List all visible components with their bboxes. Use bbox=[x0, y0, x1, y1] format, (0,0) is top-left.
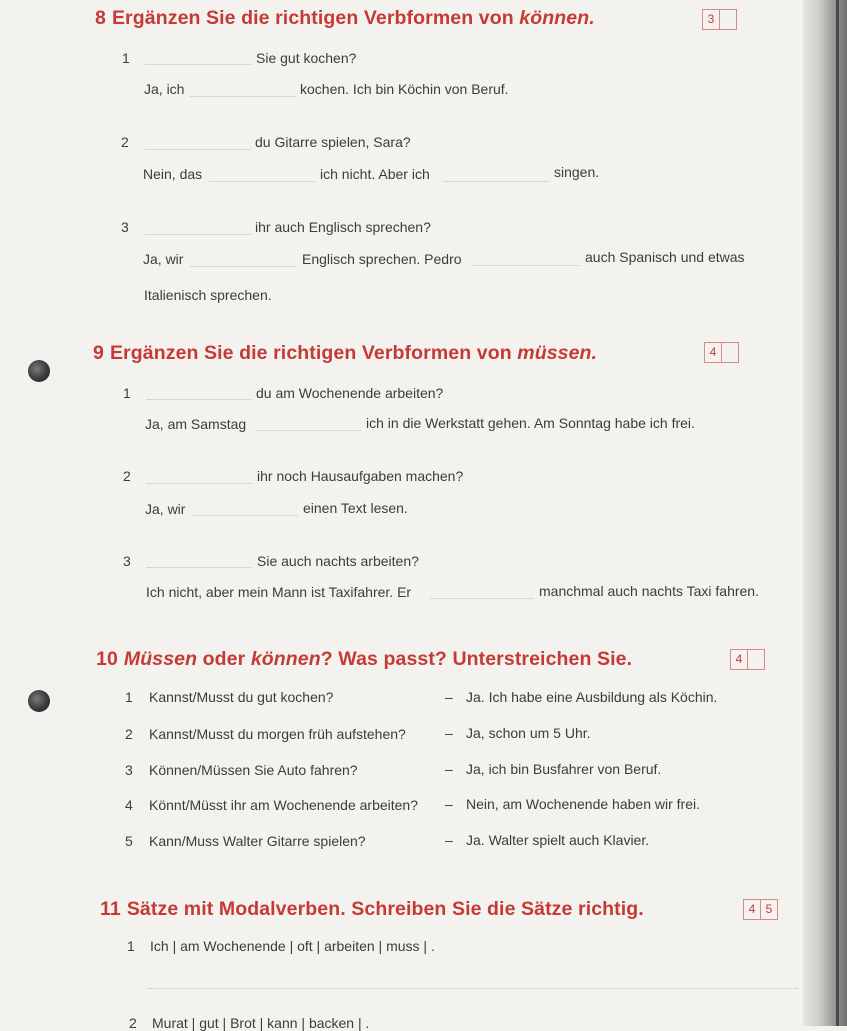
answer-prefix: Ja, ich bbox=[144, 81, 185, 97]
answer-text: Ja, ich bin Busfahrer von Beruf. bbox=[466, 761, 662, 777]
exercise-10-number: 10 bbox=[96, 648, 118, 670]
item-number: 3 bbox=[125, 762, 133, 778]
answer-blank[interactable] bbox=[209, 181, 315, 182]
exercise-11-score-box bbox=[743, 899, 778, 920]
exercise-11-heading bbox=[100, 898, 644, 921]
item-number: 2 bbox=[129, 1015, 137, 1031]
exercise-9-title: Ergänzen Sie die richtigen Verbformen von bbox=[109, 342, 512, 364]
dash: – bbox=[445, 832, 453, 848]
exercise-10-heading bbox=[96, 648, 632, 671]
exercise-10-score-box bbox=[730, 649, 765, 670]
answer-suffix: manchmal auch nachts Taxi fahren. bbox=[539, 583, 759, 599]
question-option[interactable]: Kann/Muss Walter Gitarre spielen? bbox=[149, 833, 366, 849]
exercise-8-number: 8 bbox=[95, 7, 106, 29]
punch-hole-top bbox=[28, 360, 50, 382]
item-number: 2 bbox=[121, 134, 129, 150]
answer-suffix: kochen. Ich bin Köchin von Beruf. bbox=[300, 81, 509, 97]
exercise-10-title-mid: oder bbox=[202, 648, 246, 670]
score-cell: 4 bbox=[709, 345, 717, 359]
question-text: Sie auch nachts arbeiten? bbox=[257, 553, 419, 569]
exercise-10-verb-1: Müssen bbox=[123, 648, 198, 670]
question-text: du am Wochenende arbeiten? bbox=[256, 385, 444, 401]
score-cell: 4 bbox=[748, 902, 756, 916]
answer-prefix: Nein, das bbox=[143, 166, 203, 182]
score-cell: 4 bbox=[735, 652, 743, 666]
answer-blank[interactable] bbox=[192, 515, 298, 516]
dash: – bbox=[445, 725, 453, 741]
answer-prefix: Ja, wir bbox=[145, 501, 186, 517]
exercise-9-title-verb: müssen. bbox=[517, 342, 598, 364]
question-text: Sie gut kochen? bbox=[256, 50, 357, 66]
score-cell bbox=[721, 343, 738, 362]
answer-middle: ich nicht. Aber ich bbox=[320, 166, 430, 182]
dash: – bbox=[445, 689, 453, 705]
dash: – bbox=[445, 796, 453, 812]
score-cell: 5 bbox=[760, 900, 777, 919]
answer-blank[interactable] bbox=[443, 181, 549, 182]
answer-blank[interactable] bbox=[145, 64, 251, 65]
item-number: 3 bbox=[121, 219, 129, 235]
book-spine-edge bbox=[836, 0, 839, 1026]
item-number: 1 bbox=[127, 938, 135, 954]
question-text: ihr auch Englisch sprechen? bbox=[255, 219, 431, 235]
exercise-8-title-verb: können. bbox=[519, 7, 595, 29]
answer-suffix: singen. bbox=[554, 164, 600, 180]
exercise-10-verb-2: können bbox=[250, 648, 321, 670]
exercise-11-number: 11 bbox=[100, 898, 121, 920]
answer-suffix: einen Text lesen. bbox=[303, 500, 408, 516]
exercise-10-title: ? Was passt? Unterstreichen Sie. bbox=[320, 648, 633, 670]
answer-suffix: ich in die Werkstatt gehen. Am Sonntag habe ich frei. bbox=[366, 415, 695, 431]
question-option[interactable]: Kannst/Musst du gut kochen? bbox=[149, 689, 334, 705]
answer-blank[interactable] bbox=[146, 483, 252, 484]
answer-suffix: auch Spanisch und etwas bbox=[585, 249, 745, 265]
answer-continuation: Italienisch sprechen. bbox=[144, 287, 272, 303]
answer-blank[interactable] bbox=[190, 96, 296, 97]
question-option[interactable]: Könnt/Müsst ihr am Wochenende arbeiten? bbox=[149, 797, 419, 813]
score-cell bbox=[719, 10, 736, 29]
item-number: 1 bbox=[125, 689, 133, 705]
answer-text: Ja, schon um 5 Uhr. bbox=[466, 725, 591, 741]
answer-text: Ja. Walter spielt auch Klavier. bbox=[466, 832, 650, 848]
question-text: du Gitarre spielen, Sara? bbox=[255, 134, 411, 150]
answer-middle: Englisch sprechen. Pedro bbox=[302, 251, 462, 267]
answer-blank[interactable] bbox=[146, 399, 252, 400]
answer-text: Ja. Ich habe eine Ausbildung als Köchin. bbox=[466, 689, 718, 705]
score-cell bbox=[747, 650, 764, 669]
answer-blank[interactable] bbox=[430, 598, 534, 599]
answer-blank[interactable] bbox=[256, 430, 362, 431]
book-spine bbox=[803, 0, 847, 1026]
answer-blank[interactable] bbox=[146, 567, 252, 568]
item-number: 3 bbox=[123, 553, 131, 569]
item-number: 1 bbox=[122, 50, 130, 66]
item-number: 2 bbox=[123, 468, 131, 484]
question-text: ihr noch Hausaufgaben machen? bbox=[257, 468, 464, 484]
item-number: 2 bbox=[125, 726, 133, 742]
writing-line[interactable] bbox=[148, 988, 798, 989]
question-option[interactable]: Können/Müssen Sie Auto fahren? bbox=[149, 762, 358, 778]
exercise-9-number: 9 bbox=[93, 342, 104, 364]
scrambled-sentence: Murat | gut | Brot | kann | backen | . bbox=[152, 1015, 370, 1031]
exercise-8-heading bbox=[95, 7, 595, 30]
answer-text: Nein, am Wochenende haben wir frei. bbox=[466, 796, 700, 812]
dash: – bbox=[445, 761, 453, 777]
answer-blank[interactable] bbox=[145, 234, 251, 235]
question-option[interactable]: Kannst/Musst du morgen früh aufstehen? bbox=[149, 726, 406, 742]
scrambled-sentence: Ich | am Wochenende | oft | arbeiten | muss | . bbox=[150, 938, 435, 954]
exercise-11-title: Sätze mit Modalverben. Schreiben Sie die Sätze richtig. bbox=[126, 898, 644, 920]
answer-prefix: Ja, wir bbox=[143, 251, 184, 267]
item-number: 5 bbox=[125, 833, 133, 849]
punch-hole-bottom bbox=[28, 690, 50, 712]
answer-blank[interactable] bbox=[190, 266, 296, 267]
exercise-9-heading bbox=[93, 342, 597, 365]
score-cell: 3 bbox=[707, 12, 715, 26]
exercise-8-title: Ergänzen Sie die richtigen Verbformen von bbox=[111, 7, 514, 29]
exercise-8-score-box bbox=[702, 9, 737, 30]
item-number: 4 bbox=[125, 797, 133, 813]
answer-blank[interactable] bbox=[145, 149, 251, 150]
answer-prefix: Ich nicht, aber mein Mann ist Taxifahrer. Er bbox=[146, 584, 412, 600]
answer-blank[interactable] bbox=[472, 265, 579, 266]
item-number: 1 bbox=[123, 385, 131, 401]
answer-prefix: Ja, am Samstag bbox=[145, 416, 247, 432]
exercise-9-score-box bbox=[704, 342, 739, 363]
